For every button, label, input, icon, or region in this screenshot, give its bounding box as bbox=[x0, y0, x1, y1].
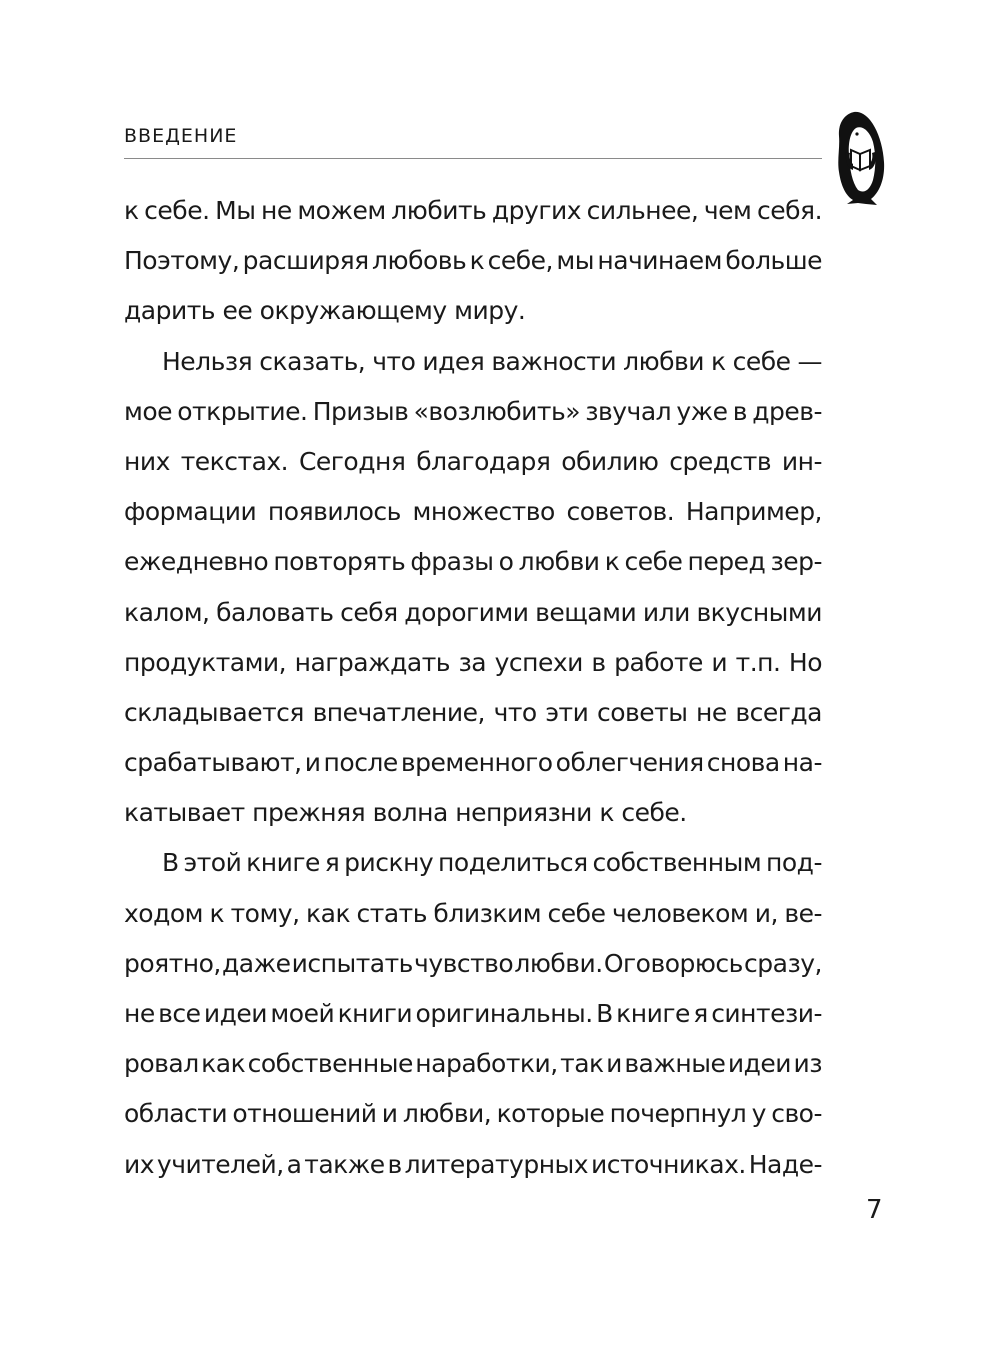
text-line: ходом к тому, как стать близким себе человеком и, ве- bbox=[124, 898, 823, 928]
text-line: ровал как собственные наработки, так и важные идеи из bbox=[124, 1049, 822, 1079]
text-line: формации появилось множество советов. Например, bbox=[124, 497, 823, 527]
text-line: не все идеи моей книги оригинальны. В книге я синтези- bbox=[124, 999, 823, 1028]
text-line: В этой книге я рискну поделиться собственным под- bbox=[162, 848, 822, 878]
text-line: срабатывают, и после временного облегчения снова на- bbox=[124, 748, 822, 778]
text-line: них текстах. Сегодня благодаря обилию средств ин- bbox=[124, 446, 823, 476]
running-header: ВВЕДЕНИЕ bbox=[124, 125, 238, 147]
text-line: ежедневно повторять фразы о любви к себе перед зер- bbox=[124, 547, 823, 577]
penguin-reading-icon bbox=[836, 110, 886, 206]
text-line: катывает прежняя волна неприязни к себе. bbox=[124, 798, 687, 828]
text-line: Нельзя сказать, что идея важности любви к себе — bbox=[162, 346, 823, 376]
text-line: их учителей, а также в литературных источниках. Наде- bbox=[124, 1149, 823, 1179]
text-line: дарить ее окружающему миру. bbox=[124, 296, 526, 326]
text-line: мое открытие. Призыв «возлюбить» звучал уже в древ- bbox=[124, 396, 823, 426]
text-line: к себе. Мы не можем любить других сильнее, чем себя. bbox=[124, 196, 823, 225]
text-line: складывается впечатление, что эти советы не всегда bbox=[124, 697, 822, 727]
text-line: области отношений и любви, которые почерпнул у сво- bbox=[124, 1099, 822, 1129]
body-text bbox=[124, 186, 822, 1190]
page-number: 7 bbox=[866, 1195, 883, 1225]
header-divider bbox=[124, 158, 822, 159]
text-line: роятно, даже испытать чувство любви. Оговорюсь сразу, bbox=[124, 948, 823, 978]
text-line: калом, баловать себя дорогими вещами или вкусными bbox=[124, 597, 823, 627]
text-line: продуктами, награждать за успехи в работе и т.п. Но bbox=[124, 647, 822, 677]
text-line: Поэтому, расширяя любовь к себе, мы начинаем больше bbox=[124, 246, 823, 276]
